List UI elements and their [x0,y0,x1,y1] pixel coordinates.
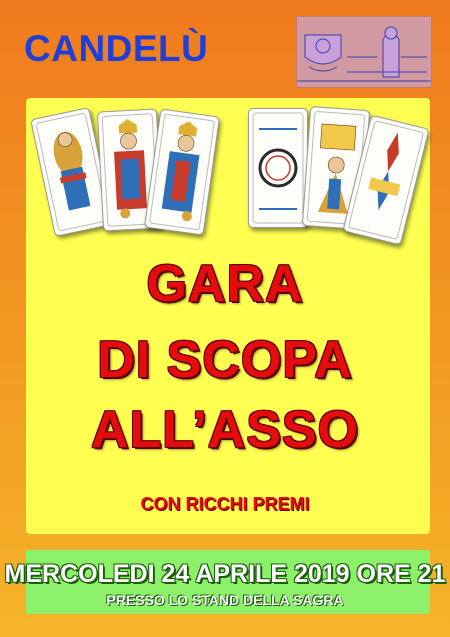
town-name: CANDELÙ [24,28,209,69]
event-date-time: MERCOLEDI 24 APRILE 2019 ORE 21 [4,560,446,588]
town-crest-illustration [296,16,432,88]
title-line-3: ALL’ASSO [90,401,360,459]
subtitle: CON RICCHI PREMI [140,494,310,514]
event-location: PRESSO LO STAND DELLA SAGRA [106,592,344,608]
playing-card-4 [248,108,308,228]
title-line-2: DI SCOPA [97,331,353,389]
title-line-1: GARA [146,255,304,313]
